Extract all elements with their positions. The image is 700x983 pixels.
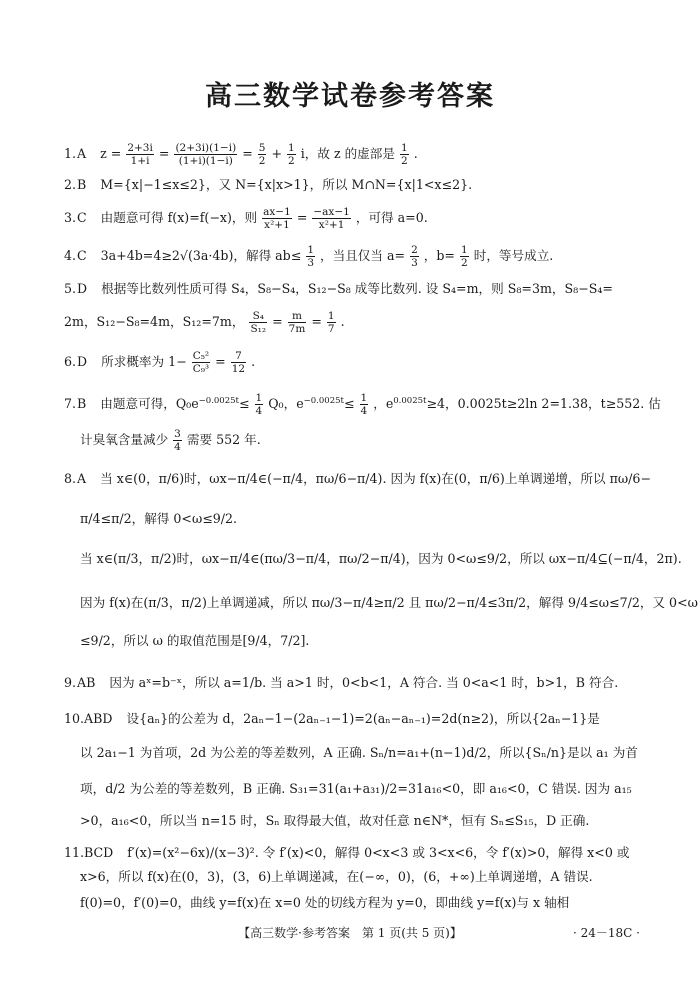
question-number: 3.: [64, 210, 77, 225]
answer-8-line-5: ≤9/2，所以 ω 的取值范围是[9/4，7/2].: [80, 633, 310, 648]
answer-11-line-2: x>6，所以 f(x)在(0，3)，(3，6)上单调递减，在(−∞，0)，(6，+∞)上单调递增，A 错误.: [80, 869, 593, 884]
question-number: 9.: [64, 675, 77, 690]
text: M={x|−1≤x≤2}，又 N={x|x>1}，所以 M∩N={x|1<x≤2}.: [100, 177, 473, 192]
fraction: $\frac{5}{2}$: [258, 142, 266, 167]
answer-6: 6.D 所求概率为 1− $\frac{\text{C₅²}}{\text{C₉³}}$ = $\frac{7}{12}$ .: [64, 350, 256, 375]
fraction: $\frac{m}{7m}$: [288, 310, 306, 335]
answer-10-line-4: >0，a₁₆<0，所以当 n=15 时，Sₙ 取得最大值，故对任意 n∈N*，恒有 Sₙ≤S₁₅，D 正确.: [80, 813, 590, 828]
fraction: $\frac{ax-1}{\text{x²+1}}$: [263, 206, 291, 231]
answer-5-line-1: 5.D 根据等比数列性质可得 S₄，S₈−S₄，S₁₂−S₈ 成等比数列. 设 S₄=m，则 S₈=3m，S₈−S₄=: [64, 281, 613, 296]
fraction: $\frac{(2+3i)(1-i)}{(1+i)(1-i)}$: [175, 142, 237, 167]
answer-10-line-3: 项，d/2 为公差的等差数列，B 正确. S₃₁=31(a₁+a₃₁)/2=31a₁₆<0，即 a₁₆<0，C 错误. 因为 a₁₅: [80, 781, 632, 796]
fraction: $\frac{1}{3}$: [307, 244, 314, 269]
answer-8-line-3: 当 x∈(π/3，π/2)时，ωx−π/4∈(πω/3−π/4，πω/2−π/4)，因为 0<ω≤9/2，所以 ωx−π/4⊆(−π/4，2π).: [80, 551, 682, 566]
fraction: $\frac{3}{4}$: [174, 428, 181, 453]
fraction: $\frac{2+3i}{1+i}$: [127, 142, 153, 167]
fraction: $\frac{1}{2}$: [461, 244, 468, 269]
answer-8-line-2: π/4≤π/2，解得 0<ω≤9/2.: [80, 511, 238, 526]
fraction: $\frac{1}{7}$: [327, 310, 335, 335]
fraction: $\frac{2}{3}$: [411, 244, 418, 269]
question-number: 8.: [64, 471, 77, 486]
answer-4: 4.C 3a+4b=4≥2√(3a·4b)，解得 ab≤ $\frac{1}{3}$ ，当且仅当 a= $\frac{2}{3}$ ，b= $\frac{1}{2}$ 时，等号成立.: [64, 244, 554, 269]
footer-code: · 24－18C ·: [573, 926, 640, 940]
answer-10-line-1: 10.ABD 设{aₙ}的公差为 d，2aₙ−1−(2aₙ₋₁−1)=2(aₙ−aₙ₋₁)=2d(n≥2)，所以{2aₙ−1}是: [64, 711, 600, 726]
fraction: $\frac{\text{C₅²}}{\text{C₉³}}$: [192, 350, 210, 375]
answer-1: 1.A z = $\frac{2+3i}{1+i}$ = $\frac{(2+3i)(1-i)}{(1+i)(1-i)}$ = $\frac{5}{2}$ + $\frac{1}{2}$ i，故 z 的虚部是 $\frac{1}{2}$ .: [64, 142, 418, 167]
answer-7-line-1: 7.B 由题意可得，$Q_0e^{-0.0025t}\le$ $\frac{1}{4}$ Q₀，$e^{-0.0025t}\le$ $\frac{1}{4}$ ，$e^{0.0025t}\ge 4$，0.0025t≥2ln 2=1.38，t≥552. 估: [64, 392, 661, 417]
answer-choice: BCD: [84, 845, 114, 860]
footer-page-info: 【高三数学·参考答案 第 1 页(共 5 页)】: [238, 926, 462, 940]
answer-7-line-2: 计臭氧含量减少 $\frac{3}{4}$ 需要 552 年.: [80, 428, 261, 453]
fraction: $\frac{1}{4}$: [360, 392, 368, 417]
answer-2: [64, 176, 650, 194]
fraction: $\frac{1}{2}$: [400, 142, 408, 167]
text: z =: [100, 146, 126, 161]
fraction: $\frac{1}{4}$: [255, 392, 263, 417]
answer-choice: B: [77, 396, 87, 411]
answer-5-line-2: 2m，S₁₂−S₈=4m，S₁₂=7m， $\frac{\text{S₄}}{\text{S₁₂}}$ = $\frac{m}{7m}$ = $\frac{1}{7}$ .: [64, 310, 345, 335]
answer-8-line-4: 因为 f(x)在(π/3，π/2)上单调递减，所以 πω/3−π/4≥π/2 且 πω/2−π/4≤3π/2，解得 9/4≤ω≤7/2，又 0<ω: [80, 595, 698, 610]
answer-choice: D: [77, 354, 88, 369]
question-number: 6.: [64, 354, 77, 369]
answer-choice: B: [77, 177, 87, 192]
answer-8-line-1: 8.A 当 x∈(0，π/6)时，ωx−π/4∈(−π/4，πω/6−π/4). 因为 f(x)在(0，π/6)上单调递增，所以 πω/6−: [64, 471, 651, 486]
answer-choice: A: [77, 146, 87, 161]
answer-choice: AB: [77, 675, 96, 690]
answer-choice: A: [77, 471, 87, 486]
page-title: 高三数学试卷参考答案: [205, 81, 495, 112]
question-number: 1.: [64, 146, 77, 161]
answer-9: 9.AB 因为 aˣ=b⁻ˣ，所以 a=1/b. 当 a>1 时，0<b<1，A 符合. 当 0<a<1 时，b>1，B 符合.: [64, 675, 619, 690]
answer-choice: C: [77, 248, 87, 263]
fraction: $\frac{7}{12}$: [231, 350, 246, 375]
question-number: 2.: [64, 177, 77, 192]
answer-choice: D: [77, 281, 88, 296]
question-number: 7.: [64, 396, 77, 411]
fraction: $\frac{\text{S₄}}{\text{S₁₂}}$: [250, 310, 267, 335]
fraction: $\frac{-ax-1}{\text{x²+1}}$: [313, 206, 350, 231]
question-number: 11.: [64, 845, 85, 860]
question-number: 5.: [64, 281, 77, 296]
question-number: 10.: [64, 711, 85, 726]
fraction: $\frac{1}{2}$: [288, 142, 295, 167]
answer-3: 3.C 由题意可得 f(x)=f(−x)，则 $\frac{ax-1}{\text{x²+1}}$ = $\frac{-ax-1}{\text{x²+1}}$ ，可得 a=0.: [64, 206, 428, 231]
answer-10-line-2: 以 2a₁−1 为首项，2d 为公差的等差数列，A 正确. Sₙ/n=a₁+(n−1)d/2，所以{Sₙ/n}是以 a₁ 为首: [80, 745, 638, 760]
answer-choice: ABD: [84, 711, 113, 726]
answer-choice: C: [77, 210, 87, 225]
answer-11-line-3: f(0)=0，f′(0)=0，曲线 y=f(x)在 x=0 处的切线方程为 y=0，即曲线 y=f(x)与 x 轴相: [80, 895, 570, 910]
answer-11-line-1: 11.BCD f′(x)=(x²−6x)/(x−3)². 令 f′(x)<0，解得 0<x<3 或 3<x<6，令 f′(x)>0，解得 x<0 或: [64, 845, 630, 860]
question-number: 4.: [64, 248, 77, 263]
